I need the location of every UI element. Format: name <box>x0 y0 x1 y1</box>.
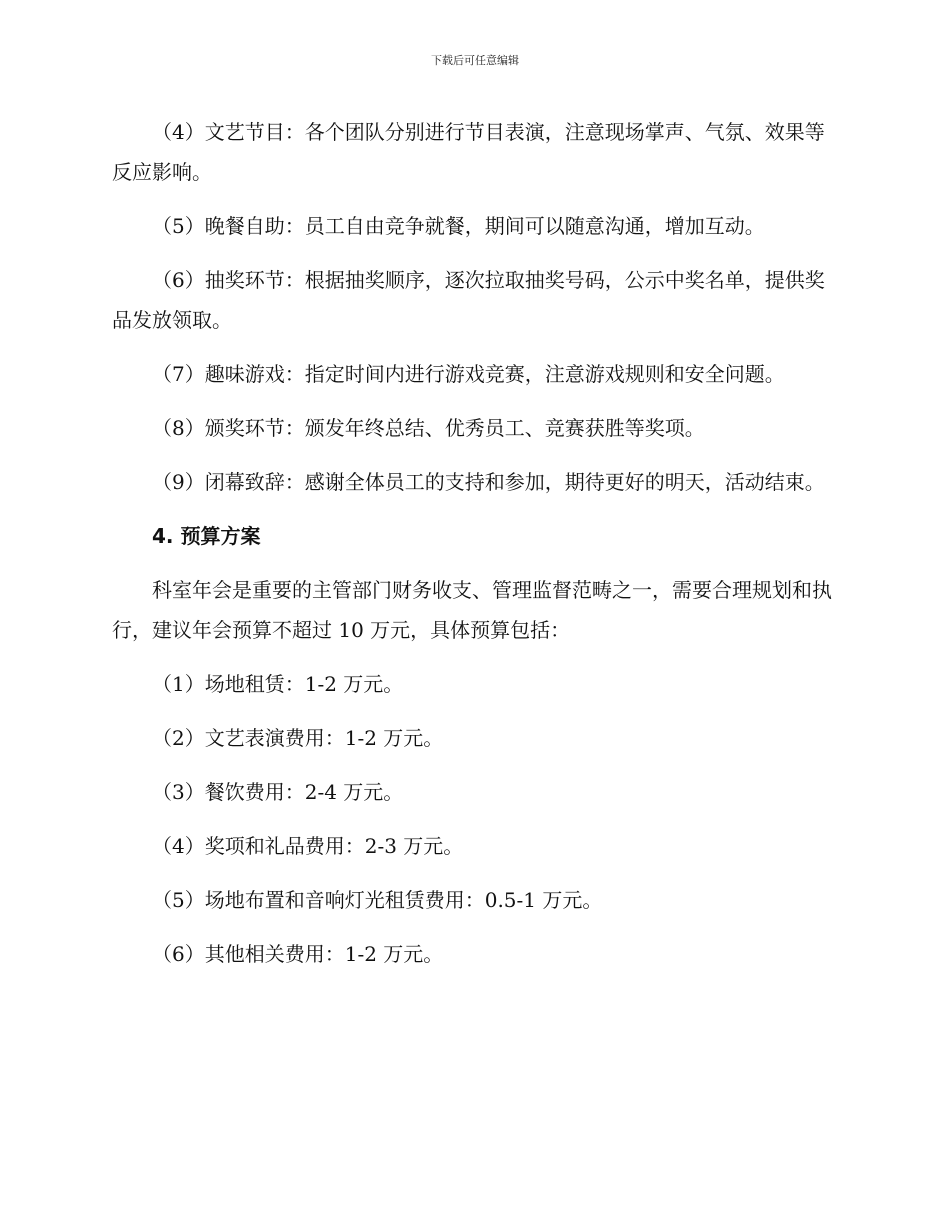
budget-item-2: （2）文艺表演费用：1-2 万元。 <box>152 726 444 750</box>
document-body <box>112 112 834 988</box>
budget-item-3: （3）餐饮费用：2-4 万元。 <box>152 780 404 804</box>
budget-item-4: （4）奖项和礼品费用：2-3 万元。 <box>152 834 464 858</box>
budget-item-1: （1）场地租赁：1-2 万元。 <box>152 672 404 696</box>
budget-item-5: （5）场地布置和音响灯光租赁费用：0.5-1 万元。 <box>152 888 603 912</box>
program-item-9: （9）闭幕致辞：感谢全体员工的支持和参加，期待更好的明天，活动结束。 <box>152 470 825 494</box>
budget-item-6: （6）其他相关费用：1-2 万元。 <box>152 942 444 966</box>
budget-intro: 科室年会是重要的主管部门财务收支、管理监督范畴之一，需要合理规划和执行，建议年会预算不超过 10 万元，具体预算包括： <box>112 578 832 642</box>
page-header: 下载后可任意编辑 <box>431 54 519 67</box>
program-item-7: （7）趣味游戏：指定时间内进行游戏竞赛，注意游戏规则和安全问题。 <box>152 362 785 386</box>
program-item-4: （4）文艺节目：各个团队分别进行节目表演，注意现场掌声、气氛、效果等反应影响。 <box>112 120 825 184</box>
program-item-5: （5）晚餐自助：员工自由竞争就餐，期间可以随意沟通，增加互动。 <box>152 214 765 238</box>
program-item-8: （8）颁奖环节：颁发年终总结、优秀员工、竞赛获胜等奖项。 <box>152 416 705 440</box>
program-item-6: （6）抽奖环节：根据抽奖顺序，逐次拉取抽奖号码，公示中奖名单，提供奖品发放领取。 <box>112 268 825 332</box>
section-title-budget: 4. 预算方案 <box>152 524 261 548</box>
